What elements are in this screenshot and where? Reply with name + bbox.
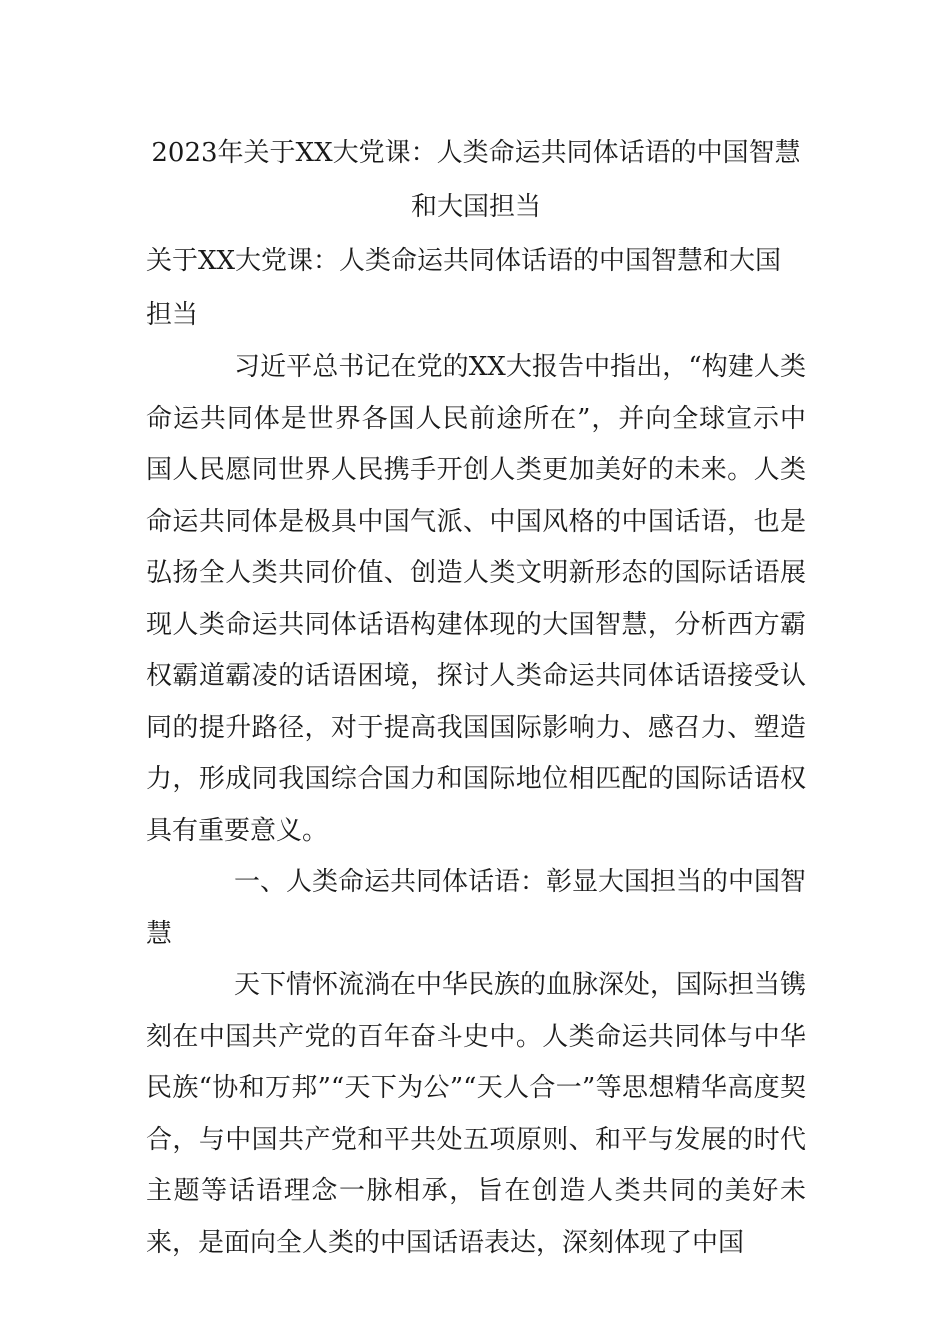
document-title: 2023年关于XX大党课：人类命运共同体话语的中国智慧和大国担当 (151, 138, 801, 222)
intro-paragraph: 习近平总书记在党的XX大报告中指出，“构建人类命运共同体是世界各国人民前途所在”，并向全球宣示中国人民愿同世界人民携手开创人类更加美好的未来。人类命运共同体是极具中国气派、中国风格的中国话语，也是弘扬全人类共同价值、创造人类文明新形态的国际话语展现人类命运共同体话语构建体现的大国智慧，分析西方霸权霸道霸凌的话语困境，探讨人类命运共同体话语接受认同的提升路径，对于提高我国国际影响力、感召力、塑造力，形成同我国综合国力和国际地位相匹配的国际话语权具有重要意义。 (146, 352, 806, 846)
document-page (146, 126, 806, 1269)
document-subtitle: 关于XX大党课：人类命运共同体话语的中国智慧和大国担当 (146, 246, 782, 330)
section-heading: 一、人类命运共同体话语：彰显大国担当的中国智慧 (146, 867, 807, 949)
section-paragraph: 天下情怀流淌在中华民族的血脉深处，国际担当镌刻在中国共产党的百年奋斗史中。人类命运共同体与中华民族“协和万邦”“天下为公”“天人合一”等思想精华高度契合，与中国共产党和平共处五项原则、和平与发展的时代主题等话语理念一脉相承，旨在创造人类共同的美好未来，是面向全人类的中国话语表达，深刻体现了中国 (146, 970, 807, 1258)
